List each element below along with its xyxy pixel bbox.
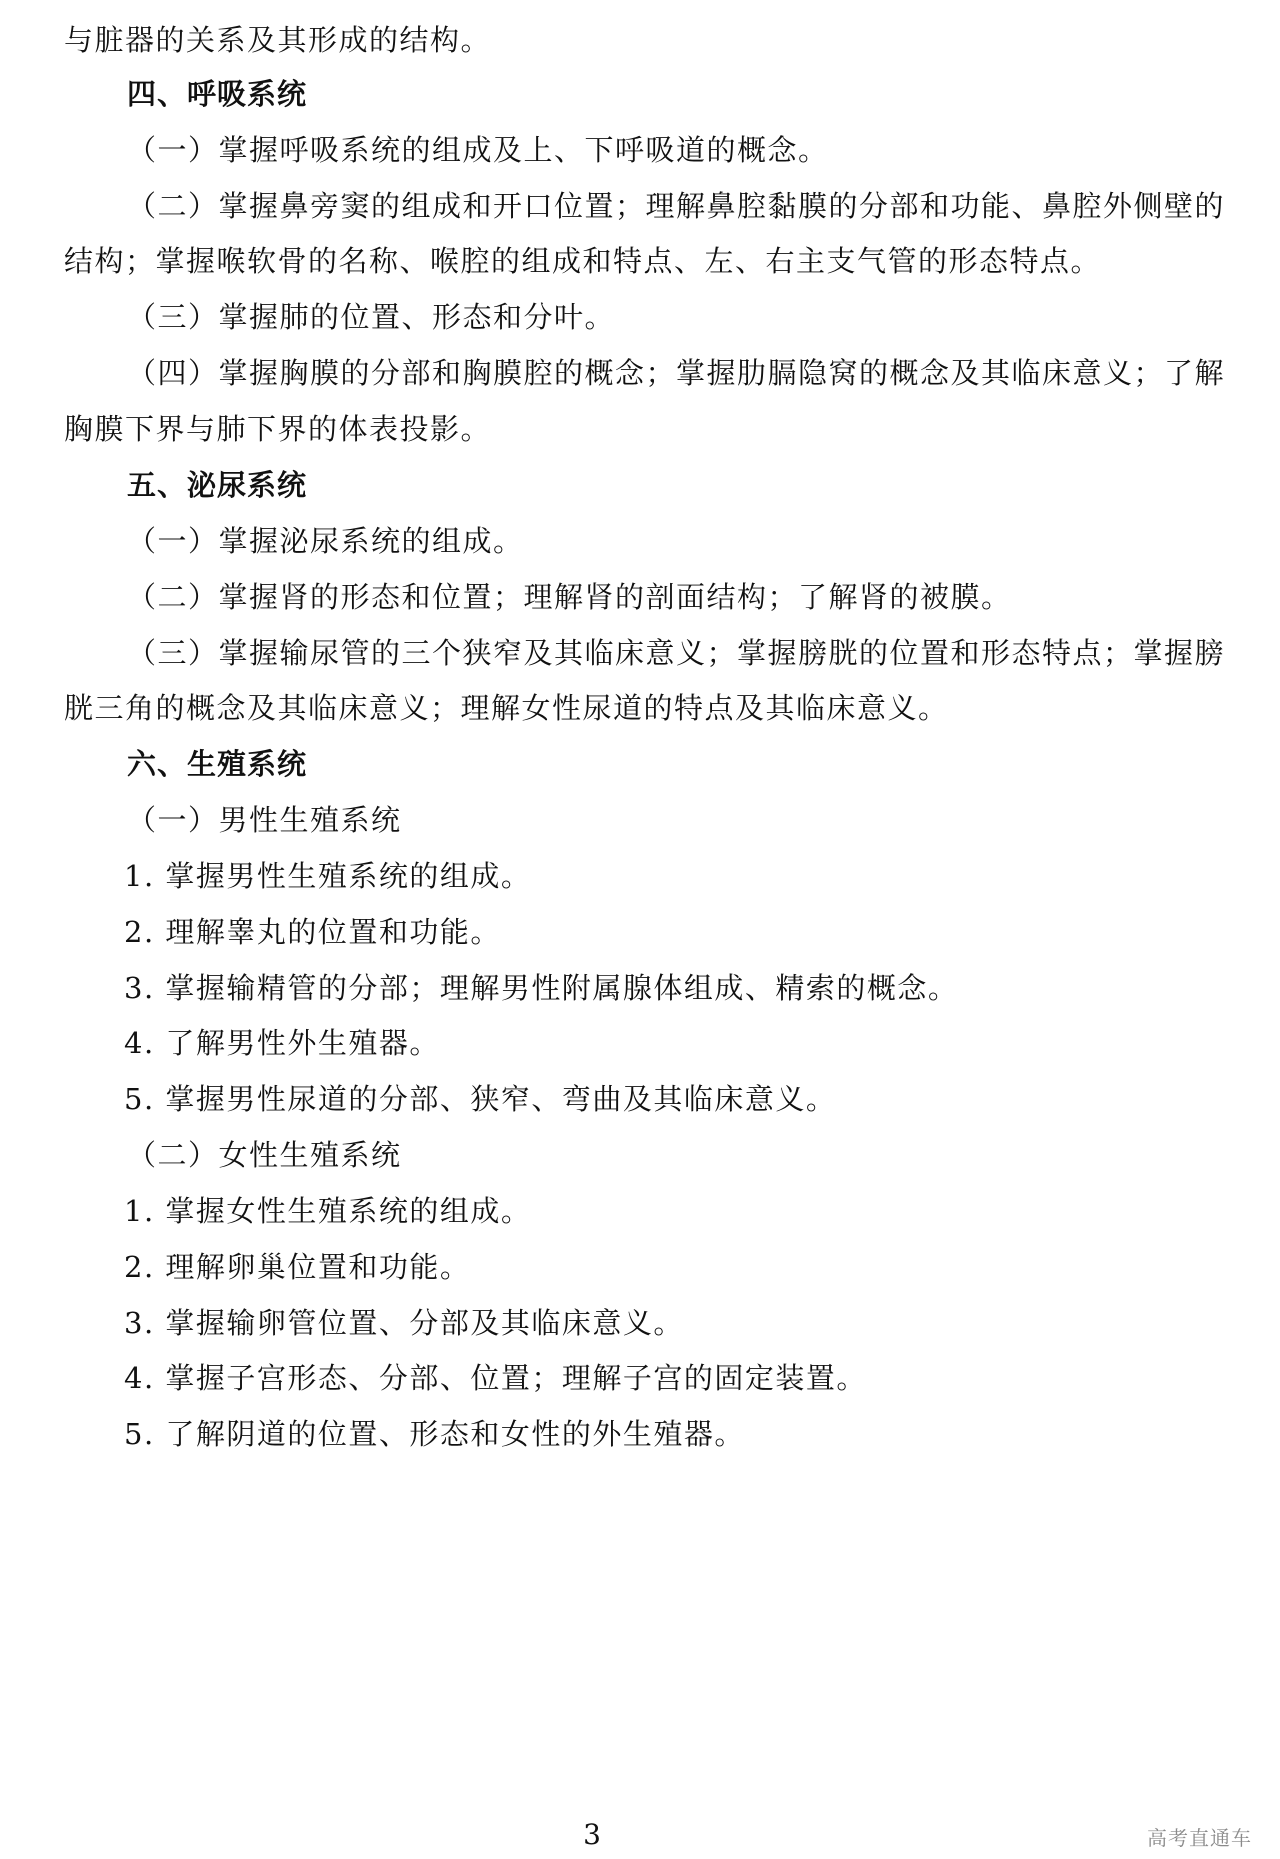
list-item: 5. 掌握男性尿道的分部、狭窄、弯曲及其临床意义。 [124, 1082, 837, 1116]
list-item: 2. 理解睾丸的位置和功能。 [124, 915, 501, 949]
list-item: 1. 掌握女性生殖系统的组成。 [124, 1194, 532, 1228]
paragraph-line: （二）掌握肾的形态和位置；理解肾的剖面结构；了解肾的被膜。 [127, 580, 1012, 614]
list-item: 3. 掌握输卵管位置、分部及其临床意义。 [124, 1306, 684, 1340]
paragraph-line: （三）掌握输尿管的三个狭窄及其临床意义；掌握膀胱的位置和形态特点；掌握膀 [127, 636, 1226, 670]
list-item: 2. 理解卵巢位置和功能。 [124, 1250, 471, 1284]
section-heading-urinary: 五、泌尿系统 [127, 468, 308, 502]
paragraph-line: 与脏器的关系及其形成的结构。 [64, 23, 492, 57]
list-item: 5. 了解阴道的位置、形态和女性的外生殖器。 [124, 1417, 745, 1451]
paragraph-line: （一）掌握呼吸系统的组成及上、下呼吸道的概念。 [127, 133, 829, 167]
list-item: 1. 掌握男性生殖系统的组成。 [124, 859, 532, 893]
section-heading-respiratory: 四、呼吸系统 [127, 77, 308, 111]
subsection-heading-male: （一）男性生殖系统 [127, 803, 402, 837]
subsection-heading-female: （二）女性生殖系统 [127, 1138, 402, 1172]
paragraph-line: （四）掌握胸膜的分部和胸膜腔的概念；掌握肋膈隐窝的概念及其临床意义；了解 [127, 356, 1226, 390]
paragraph-line: 结构；掌握喉软骨的名称、喉腔的组成和特点、左、右主支气管的形态特点。 [64, 244, 1102, 278]
paragraph-line: （二）掌握鼻旁窦的组成和开口位置；理解鼻腔黏膜的分部和功能、鼻腔外侧壁的 [127, 189, 1226, 223]
page-number: 3 [583, 1818, 601, 1851]
paragraph-line: （三）掌握肺的位置、形态和分叶。 [127, 300, 616, 334]
paragraph-line: （一）掌握泌尿系统的组成。 [127, 524, 524, 558]
section-heading-reproductive: 六、生殖系统 [127, 747, 308, 781]
list-item: 4. 掌握子宫形态、分部、位置；理解子宫的固定装置。 [124, 1361, 867, 1395]
list-item: 4. 了解男性外生殖器。 [124, 1026, 440, 1060]
paragraph-line: 胸膜下界与肺下界的体表投影。 [64, 412, 492, 446]
list-item: 3. 掌握输精管的分部；理解男性附属腺体组成、精索的概念。 [124, 971, 959, 1005]
watermark: 高考直通车 [1147, 1826, 1252, 1850]
paragraph-line: 胱三角的概念及其临床意义；理解女性尿道的特点及其临床意义。 [64, 691, 949, 725]
